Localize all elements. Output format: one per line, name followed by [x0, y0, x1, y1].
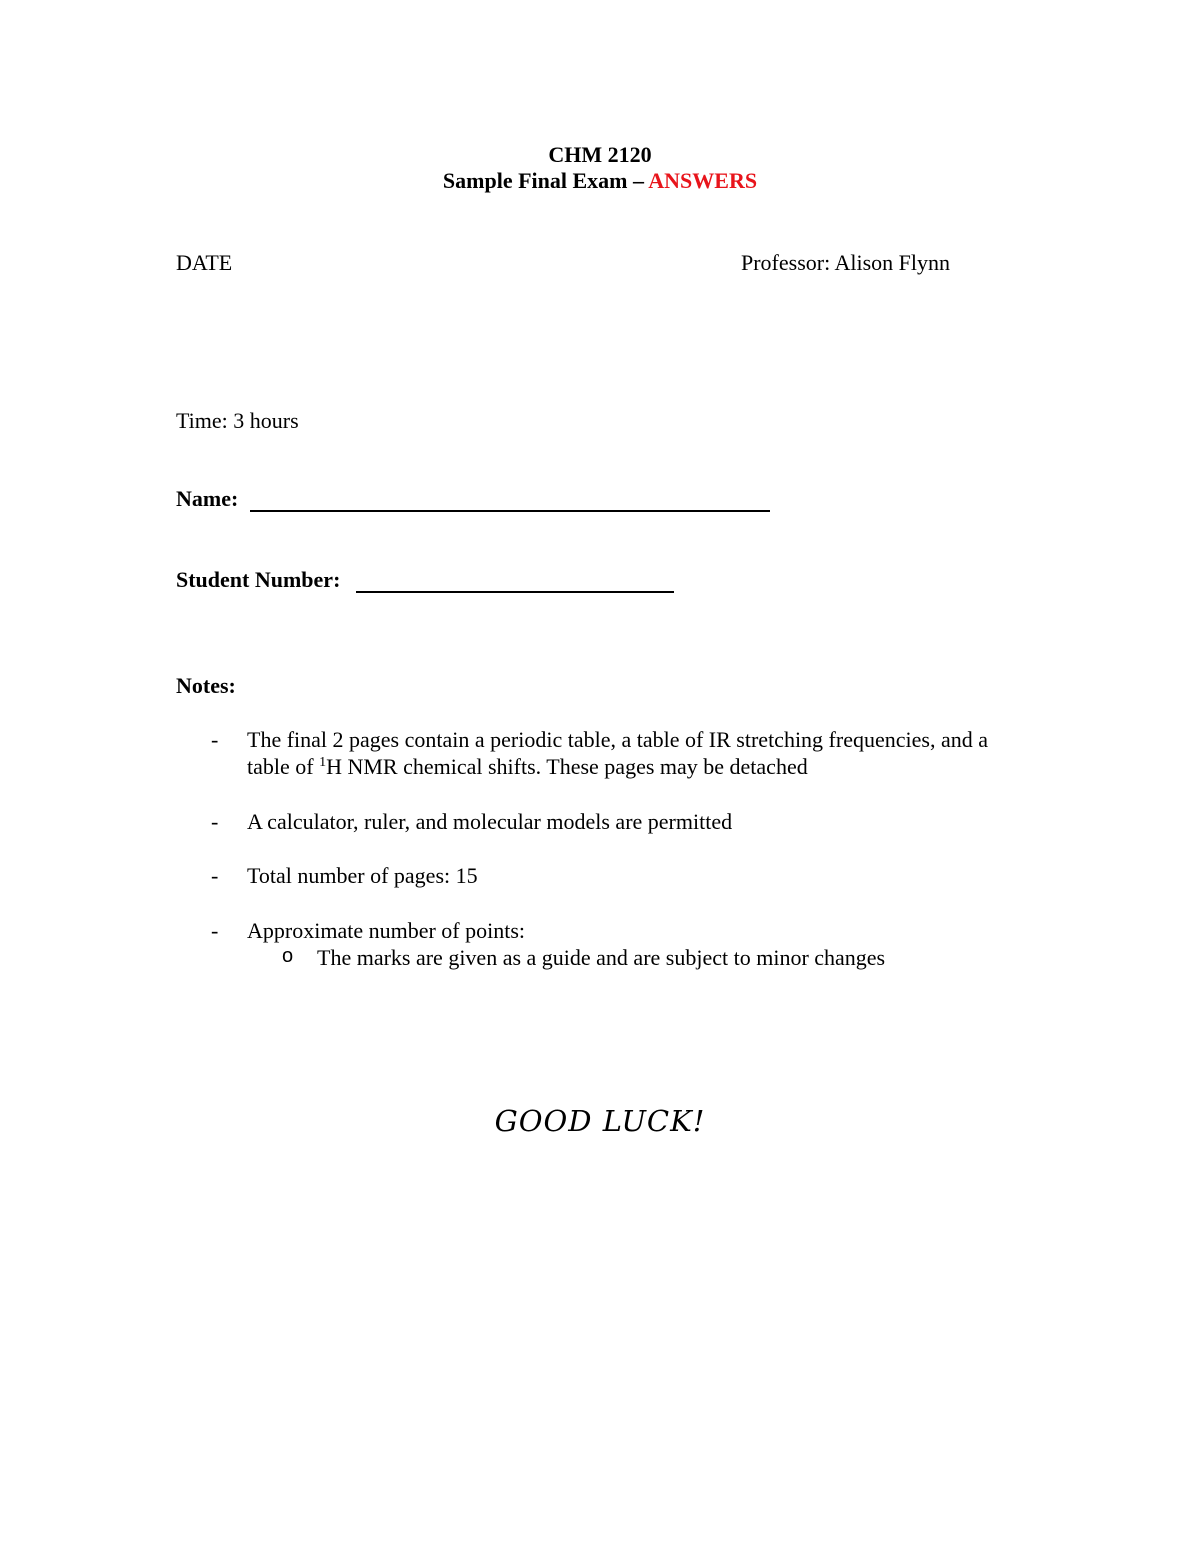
date-label: DATE — [176, 250, 233, 275]
bullet-dash: - — [211, 918, 219, 943]
nmr-superscript: 1 — [319, 755, 327, 770]
note-item-4-sub: The marks are given as a guide and are subject to minor changes — [317, 945, 886, 970]
note-item-1-line-2 — [247, 754, 808, 780]
note-item-4: Approximate number of points: — [247, 918, 526, 943]
exam-duration: Time: 3 hours — [176, 408, 299, 433]
good-luck-message: GOOD LUCK! — [494, 1104, 706, 1138]
bullet-dash: - — [211, 863, 219, 888]
note-item-1-pre: table of — [247, 754, 320, 779]
exam-title-text: Sample Final Exam – — [442, 168, 649, 193]
name-label: Name: — [176, 486, 239, 511]
note-item-1-line-1: The final 2 pages contain a periodic table, a table of IR stretching frequencies, and a — [247, 727, 988, 752]
answers-label: ANSWERS — [648, 168, 758, 193]
exam-title — [0, 168, 1200, 194]
professor-name: Professor: Alison Flynn — [741, 250, 951, 275]
note-item-3: Total number of pages: 15 — [247, 863, 478, 888]
student-number-label: Student Number: — [176, 567, 341, 592]
name-field-line[interactable] — [250, 510, 770, 512]
sub-bullet-circle: o — [282, 945, 294, 967]
student-number-field-line[interactable] — [356, 591, 674, 593]
bullet-dash: - — [211, 809, 219, 834]
note-item-1-post: H NMR chemical shifts. These pages may be detached — [326, 754, 808, 779]
note-item-2: A calculator, ruler, and molecular models are permitted — [247, 809, 733, 834]
course-code: CHM 2120 — [548, 142, 652, 167]
notes-heading: Notes: — [176, 673, 236, 698]
bullet-dash: - — [211, 727, 219, 752]
